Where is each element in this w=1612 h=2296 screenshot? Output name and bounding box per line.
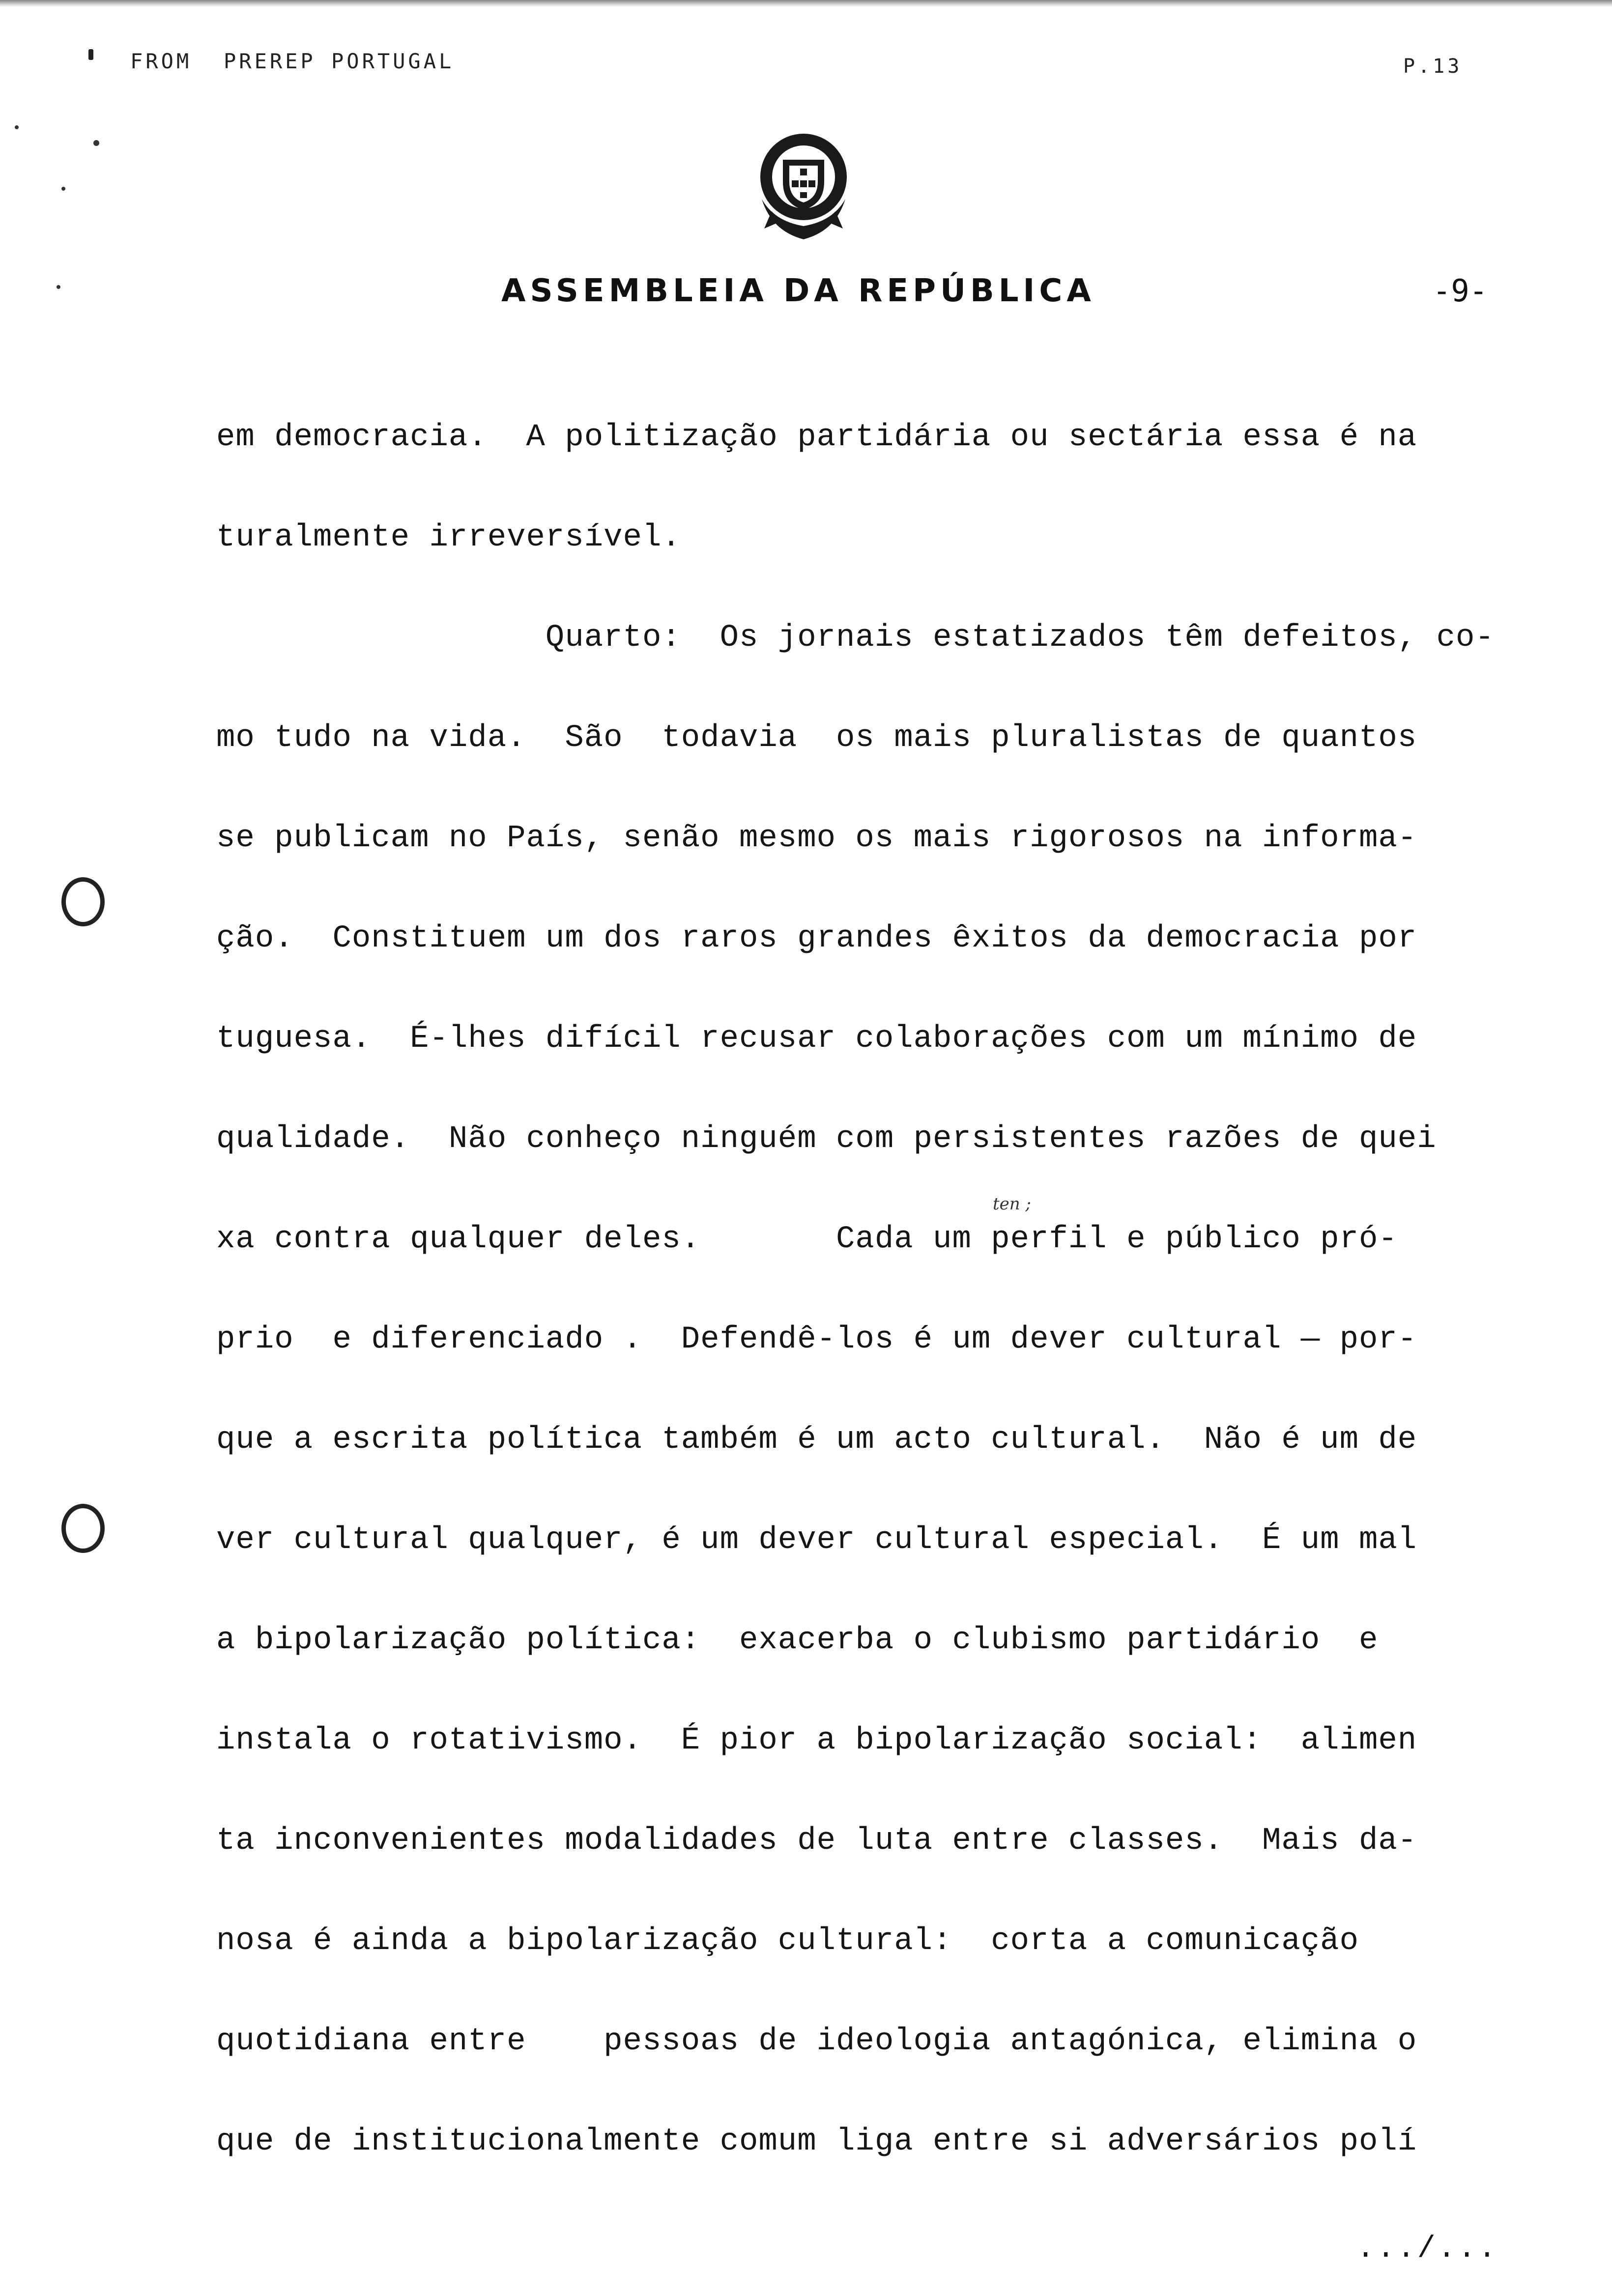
page-number: -9-	[1433, 273, 1488, 309]
text-line: que de institucionalmente comum liga entre si adversários polí	[216, 2124, 1417, 2159]
fax-from-label: FROM	[130, 49, 192, 73]
text-line: ta inconvenientes modalidades de luta entre classes. Mais da-	[216, 1823, 1417, 1859]
coat-of-arms-icon	[742, 125, 865, 248]
scan-speck	[61, 187, 65, 191]
text-line: ção. Constituem um dos raros grandes êxitos da democracia por	[216, 921, 1417, 956]
text-line: turalmente irreversível.	[216, 520, 681, 555]
fax-transmission-edge	[0, 0, 1612, 7]
text-line: quotidiana entre pessoas de ideologia antagónica, elimina o	[216, 2024, 1417, 2059]
punch-hole-icon	[61, 877, 105, 926]
handwritten-annotation: ten ;	[993, 1194, 1031, 1214]
letterhead-title: ASSEMBLEIA DA REPÚBLICA	[501, 273, 1095, 309]
text-line: instala o rotativismo. É pior a bipolarização social: alimen	[216, 1723, 1417, 1758]
fax-mark-icon	[88, 49, 93, 60]
text-line: ver cultural qualquer, é um dever cultural especial. É um mal	[216, 1522, 1417, 1558]
text-line: qualidade. Não conheço ninguém com persistentes razões de quei	[216, 1121, 1437, 1157]
text-line: Quarto: Os jornais estatizados têm defeitos, co-	[216, 620, 1495, 656]
text-line: nosa é ainda a bipolarização cultural: corta a comunicação	[216, 1923, 1359, 1959]
fax-page-number: P.13	[1403, 55, 1463, 78]
scan-speck	[15, 125, 19, 129]
punch-hole-icon	[61, 1504, 105, 1553]
text-line: que a escrita política também é um acto cultural. Não é um de	[216, 1422, 1417, 1458]
text-line: a bipolarização política: exacerba o clubismo partidário e	[216, 1623, 1379, 1658]
text-line: em democracia. A politização partidária ou sectária essa é na	[216, 420, 1417, 455]
letter-body	[216, 418, 1494, 2222]
text-line: mo tudo na vida. São todavia os mais pluralistas de quantos	[216, 720, 1417, 756]
scan-speck	[57, 285, 60, 289]
text-line: xa contra qualquer deles. Cada um perfil e público pró-	[216, 1222, 1398, 1257]
text-line: se publicam no País, senão mesmo os mais rigorosos na informa-	[216, 821, 1417, 856]
text-line: prio e diferenciado . Defendê-los é um dever cultural — por-	[216, 1322, 1417, 1357]
fax-sender: PREREP PORTUGAL	[224, 49, 455, 73]
scan-speck	[93, 140, 99, 146]
text-line: tuguesa. É-lhes difícil recusar colaborações com um mínimo de	[216, 1021, 1417, 1057]
continuation-mark: .../...	[1356, 2231, 1498, 2266]
